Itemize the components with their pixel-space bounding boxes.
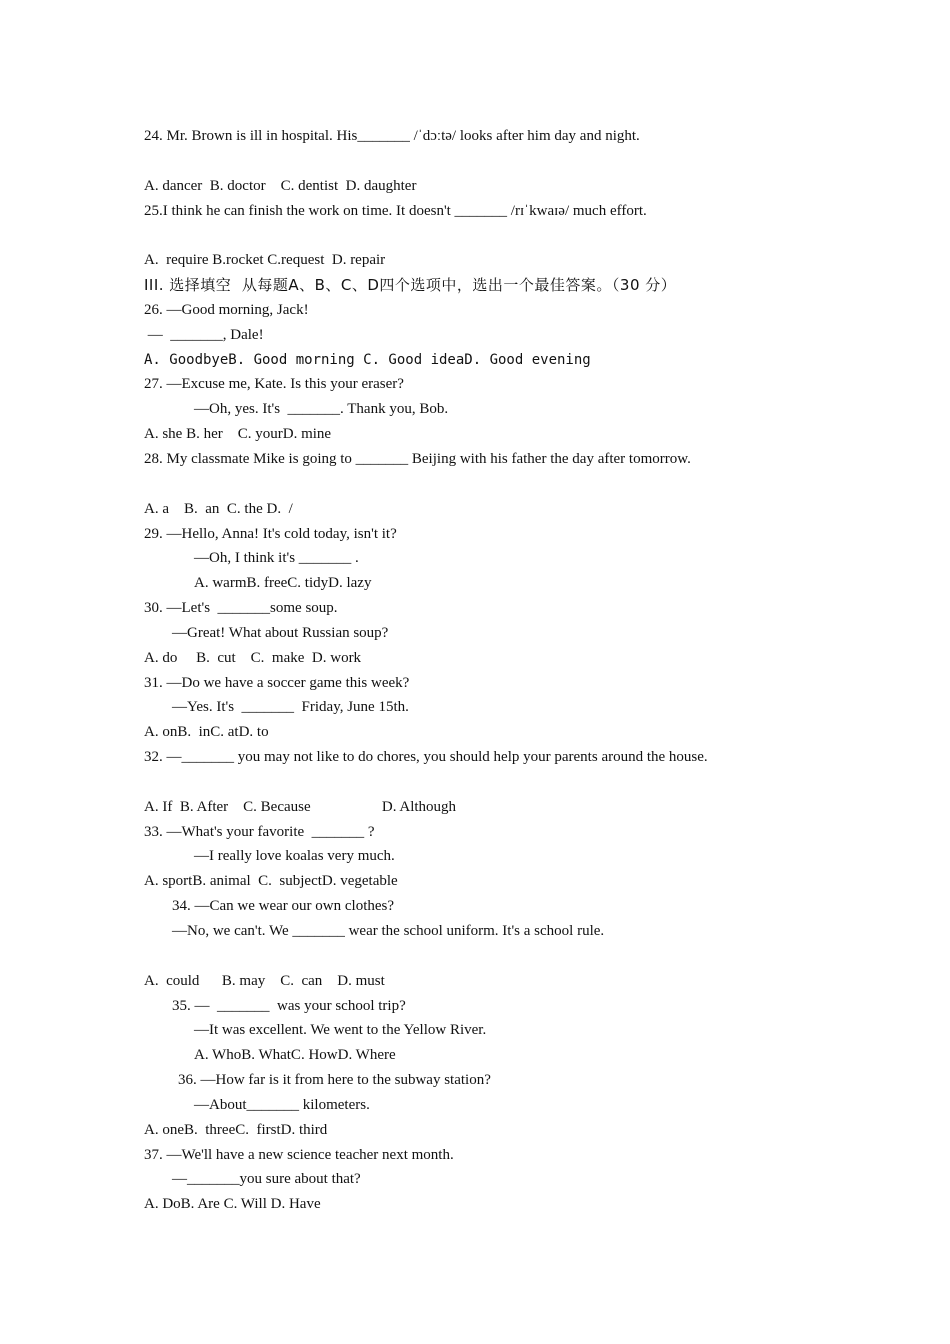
options-33: A. sportB. animal C. subjectD. vegetable xyxy=(144,873,398,890)
question-31: 31. —Do we have a soccer game this week? xyxy=(144,674,410,691)
question-34: 34. —Can we wear our own clothes? xyxy=(172,898,395,915)
options-24: A. dancer B. doctor C. dentist D. daughter xyxy=(144,177,417,194)
options-37: A. DoB. Are C. Will D. Have xyxy=(144,1196,321,1213)
options-29: A. warmB. freeC. tidyD. lazy xyxy=(194,575,372,592)
question-37: 37. —We'll have a new science teacher next month. xyxy=(144,1146,454,1163)
response-30: —Great! What about Russian soup? xyxy=(172,624,389,641)
response-33: —I really love koalas very much. xyxy=(194,848,395,865)
options-34: A. could B. may C. can D. must xyxy=(144,972,385,989)
question-29: 29. —Hello, Anna! It's cold today, isn't it? xyxy=(144,525,397,542)
response-31: —Yes. It's _______ Friday, June 15th. xyxy=(172,699,409,716)
question-28: 28. My classmate Mike is going to _______ Beijing with his father the day after tomorrow. xyxy=(144,450,691,467)
options-32: A. If B. After C. Because D. Although xyxy=(144,798,457,815)
question-25: 25.I think he can finish the work on time. It doesn't _______ /rɪˈkwaɪə/ much effort. xyxy=(144,202,647,219)
response-34: —No, we can't. We _______ wear the school uniform. It's a school rule. xyxy=(172,923,605,939)
section-heading: III. 选择填空 从每题A、B、C、D四个选项中，选出一个最佳答案。（30 分） xyxy=(144,276,677,295)
question-33: 33. —What's your favorite _______ ? xyxy=(144,823,375,840)
response-29: —Oh, I think it's _______ . xyxy=(194,550,359,567)
options-25: A. require B.rocket C.request D. repair xyxy=(144,252,386,269)
response-26: — _______, Dale! xyxy=(144,326,264,343)
options-31: A. onB. inC. atD. to xyxy=(144,724,269,741)
options-36: A. oneB. threeC. firstD. third xyxy=(144,1121,328,1138)
options-30: A. do B. cut C. make D. work xyxy=(144,649,362,666)
options-26: A. GoodbyeB. Good morning C. Good ideaD. Good evening xyxy=(144,351,591,368)
question-26: 26. —Good morning, Jack! xyxy=(144,301,309,318)
response-27: —Oh, yes. It's _______. Thank you, Bob. xyxy=(194,401,449,418)
options-35: A. WhoB. WhatC. HowD. Where xyxy=(194,1047,396,1064)
question-36: 36. —How far is it from here to the subway station? xyxy=(178,1072,491,1089)
response-37: —_______you sure about that? xyxy=(172,1171,361,1188)
response-35: —It was excellent. We went to the Yellow River. xyxy=(194,1022,487,1039)
options-27: A. she B. her C. yourD. mine xyxy=(144,426,332,443)
question-27: 27. —Excuse me, Kate. Is this your eraser? xyxy=(144,376,404,393)
question-24: 24. Mr. Brown is ill in hospital. His_______ /ˈdɔːtə/ looks after him day and night. xyxy=(144,128,640,144)
worksheet-page xyxy=(144,124,808,1217)
question-35: 35. — _______ was your school trip? xyxy=(172,997,406,1014)
question-30: 30. —Let's _______some soup. xyxy=(144,600,338,617)
question-32: 32. —_______ you may not like to do chores, you should help your parents around the house. xyxy=(144,749,708,766)
response-36: —About_______ kilometers. xyxy=(194,1096,370,1113)
options-28: A. a B. an C. the D. / xyxy=(144,500,293,517)
